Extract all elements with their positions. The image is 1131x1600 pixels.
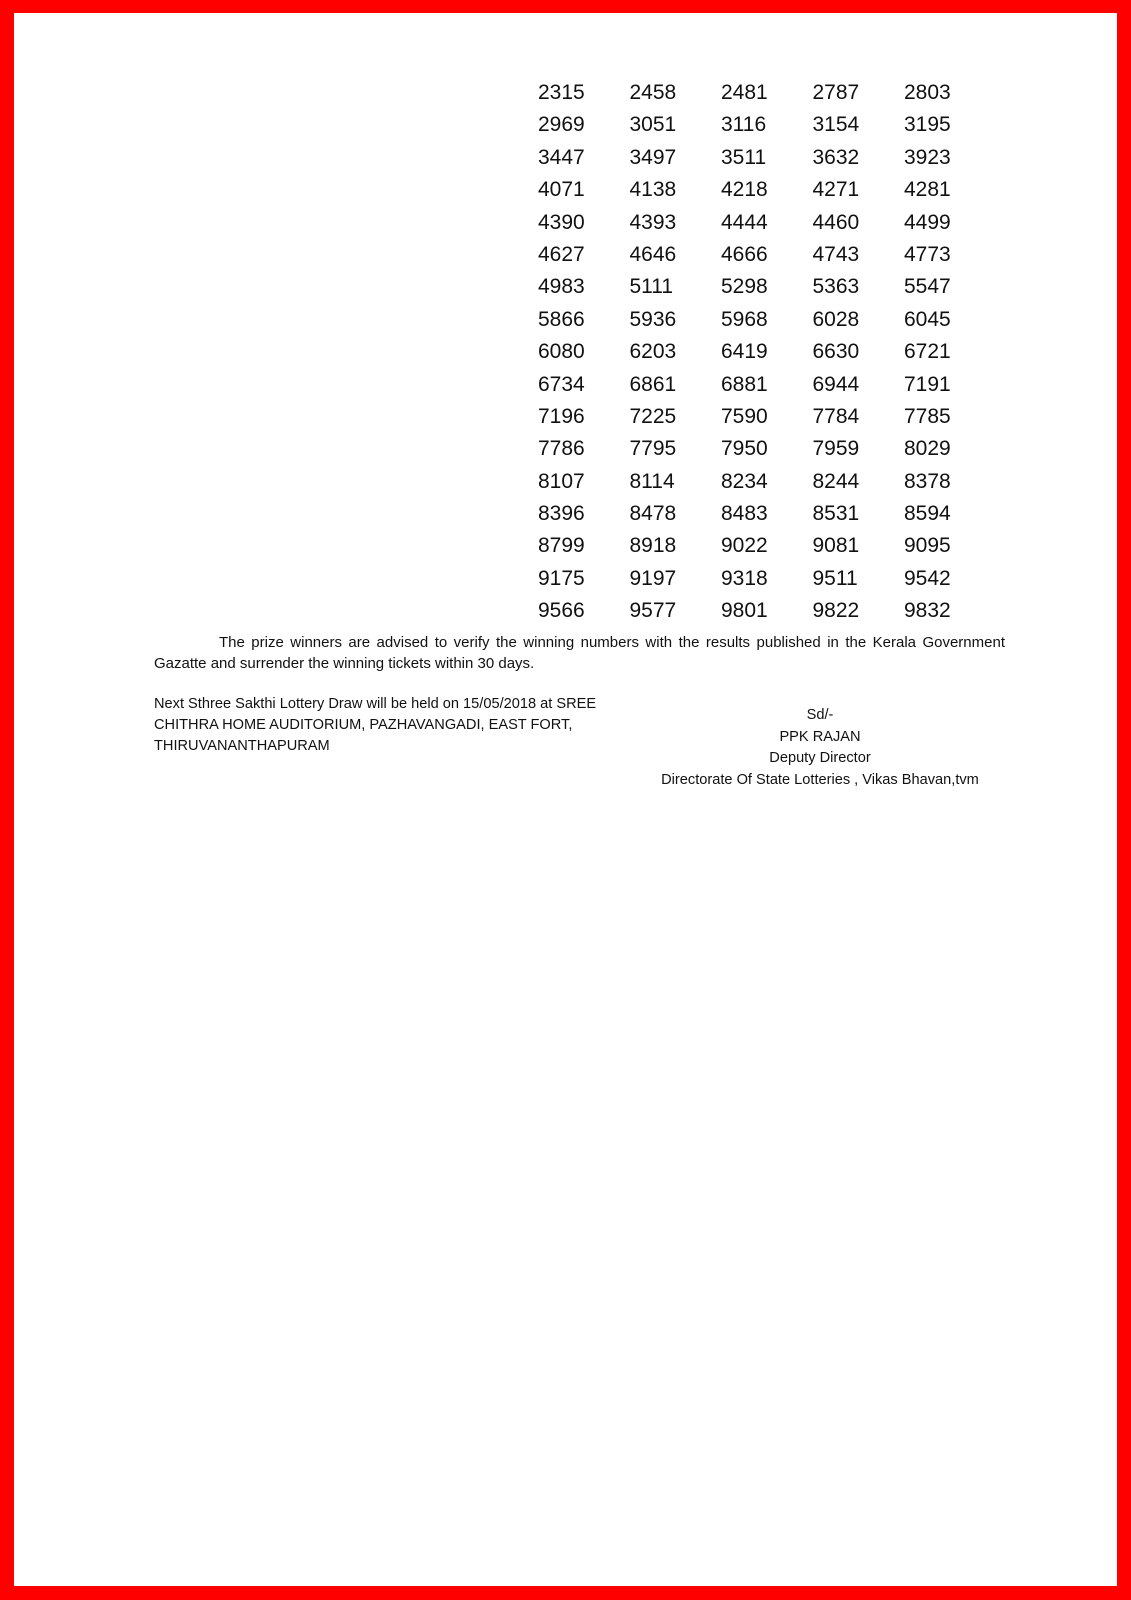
winning-number: 7225 [629, 404, 677, 428]
winning-number: 8483 [721, 502, 768, 526]
winning-number: 6734 [538, 372, 585, 396]
winning-number: 8478 [629, 502, 677, 526]
winning-number: 6881 [721, 372, 768, 396]
winning-number: 2803 [904, 81, 951, 104]
winning-number: 9081 [812, 534, 860, 558]
winning-number: 2458 [629, 81, 677, 104]
winning-number: 4390 [538, 210, 585, 234]
winning-number: 5298 [721, 275, 768, 299]
winning-number: 7196 [538, 404, 585, 428]
winning-number: 8378 [904, 469, 951, 493]
winning-number: 6721 [904, 340, 951, 364]
winning-number: 3116 [721, 113, 767, 137]
winning-number: 7590 [721, 404, 768, 428]
winning-number: 7786 [538, 437, 585, 461]
winning-number: 4281 [904, 178, 951, 202]
winning-number: 3154 [812, 113, 860, 137]
winning-number: 4646 [629, 242, 677, 266]
winning-number: 3632 [812, 145, 860, 169]
winning-number: 6630 [812, 340, 860, 364]
winning-number: 3511 [721, 145, 767, 169]
winning-number: 6028 [812, 307, 860, 331]
winning-number: 4666 [721, 242, 768, 266]
winning-number: 9801 [721, 599, 768, 623]
signatory-office: Directorate Of State Lotteries , Vikas Bhavan,tvm [661, 771, 979, 788]
advice-paragraph [154, 632, 1005, 674]
winning-number: 8594 [904, 502, 951, 526]
signed-mark: Sd/- [806, 707, 834, 723]
advice-line: Gazatte and surrender the winning tickets within 30 days. [154, 655, 535, 672]
winning-number: 8114 [629, 469, 675, 493]
advice-line: The prize winners are advised to verify the winning numbers with the results published in the Kerala Government [219, 634, 1005, 651]
winning-number: 8396 [538, 502, 585, 526]
winning-number: 4138 [629, 178, 677, 202]
winning-number: 4983 [538, 275, 585, 299]
winning-number: 6045 [904, 307, 951, 331]
winning-number: 9022 [721, 534, 768, 558]
winning-number: 8531 [812, 502, 860, 526]
signatory-name: PPK RAJAN [779, 728, 861, 745]
winning-number: 4271 [812, 178, 860, 202]
winning-number: 5936 [629, 307, 677, 331]
winning-number: 2481 [721, 81, 768, 104]
winning-number: 8234 [721, 469, 768, 493]
winning-number: 8107 [538, 469, 585, 493]
winning-number: 7785 [904, 404, 951, 428]
winning-number: 3195 [904, 113, 951, 137]
winning-number: 7959 [812, 437, 860, 461]
winning-number: 4743 [812, 242, 860, 266]
next-draw-notice [154, 694, 634, 757]
winning-number: 5547 [904, 275, 951, 299]
winning-number: 4499 [904, 210, 951, 234]
winning-number: 9095 [904, 534, 951, 558]
winning-number: 4393 [629, 210, 677, 234]
next-draw-line: CHITHRA HOME AUDITORIUM, PAZHAVANGADI, EAST FORT, [154, 717, 573, 733]
winning-number: 8799 [538, 534, 585, 558]
winning-number: 5968 [721, 307, 768, 331]
winning-number: 6080 [538, 340, 585, 364]
winning-number: 2787 [812, 81, 860, 104]
winning-number: 7191 [904, 372, 951, 396]
winning-number: 5866 [538, 307, 585, 331]
winning-number: 4218 [721, 178, 768, 202]
winning-number: 3051 [629, 113, 677, 137]
winning-number: 8918 [629, 534, 677, 558]
winning-number: 2969 [538, 113, 585, 137]
winning-number: 4627 [538, 242, 585, 266]
winning-number: 3447 [538, 145, 585, 169]
winning-number: 9511 [812, 566, 858, 590]
winning-number: 9566 [538, 599, 585, 623]
winning-number: 8244 [812, 469, 860, 493]
winning-number: 9832 [904, 599, 951, 623]
winning-number: 4773 [904, 242, 951, 266]
next-draw-line: Next Sthree Sakthi Lottery Draw will be held on 15/05/2018 at SREE [154, 696, 597, 712]
winning-number: 5111 [629, 275, 674, 299]
winning-number: 9318 [721, 566, 768, 590]
signature-block [620, 705, 1020, 791]
winning-number: 3923 [904, 145, 951, 169]
winning-number: 4444 [721, 210, 768, 234]
winning-number: 8029 [904, 437, 951, 461]
winning-number: 3497 [629, 145, 677, 169]
winning-number: 6861 [629, 372, 677, 396]
next-draw-line: THIRUVANANTHAPURAM [154, 738, 330, 754]
winning-number: 9822 [812, 599, 860, 623]
winning-number: 6419 [721, 340, 768, 364]
winning-number: 7784 [812, 404, 860, 428]
winning-number: 9542 [904, 566, 951, 590]
winning-number: 5363 [812, 275, 860, 299]
winning-numbers-grid [538, 77, 996, 628]
winning-number: 9577 [629, 599, 677, 623]
winning-number: 7950 [721, 437, 768, 461]
winning-number: 9175 [538, 566, 585, 590]
signatory-designation: Deputy Director [769, 750, 871, 766]
winning-number: 2315 [538, 81, 585, 104]
winning-number: 4460 [812, 210, 860, 234]
winning-number: 6944 [812, 372, 860, 396]
winning-number: 6203 [629, 340, 677, 364]
winning-number: 9197 [629, 566, 677, 590]
winning-number: 4071 [538, 178, 585, 202]
winning-number: 7795 [629, 437, 677, 461]
